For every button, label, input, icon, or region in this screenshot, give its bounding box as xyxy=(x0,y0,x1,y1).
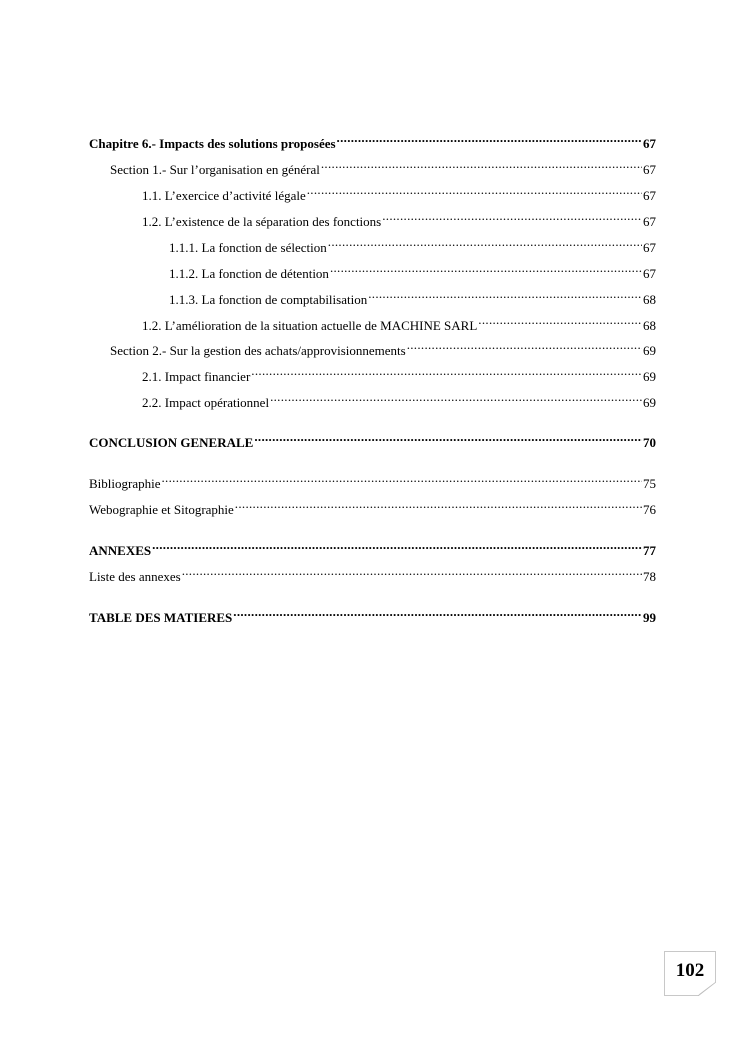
toc-entry-chapitre-6[interactable] xyxy=(89,128,656,151)
toc-entry-page: 99 xyxy=(643,610,656,625)
toc-entry-label: Webographie et Sitographie xyxy=(89,502,234,517)
toc-entry-label: 1.1.1. La fonction de sélection xyxy=(169,240,327,255)
toc-entry-label: 1.1. L’exercice d’activité légale xyxy=(142,188,306,203)
dot-leader xyxy=(254,427,642,447)
toc-entry-label: 1.2. L’amélioration de la situation actuelle de MACHINE SARL xyxy=(142,318,478,333)
dot-leader xyxy=(307,180,642,200)
toc-entry-1-2[interactable] xyxy=(142,206,656,229)
dot-leader xyxy=(330,258,642,278)
dot-leader xyxy=(407,335,642,355)
toc-entry-label: Liste des annexes xyxy=(89,569,181,584)
toc-entry-bibliographie[interactable] xyxy=(89,468,656,491)
toc-entry-1-1[interactable] xyxy=(142,180,656,203)
toc-entry-1-2-amelioration[interactable] xyxy=(142,310,656,333)
toc-entry-page: 78 xyxy=(643,569,656,584)
toc-entry-label: Section 1.- Sur l’organisation en général xyxy=(110,162,320,177)
toc-entry-label: Section 2.- Sur la gestion des achats/approvisionnements xyxy=(110,343,406,358)
toc-entry-page: 69 xyxy=(643,395,656,410)
dot-leader xyxy=(182,561,642,581)
toc-entry-page: 68 xyxy=(643,318,656,333)
page-curl-icon xyxy=(698,982,716,996)
toc-entry-2-2[interactable] xyxy=(142,387,656,410)
toc-entry-annexes[interactable] xyxy=(89,535,656,558)
toc-entry-page: 67 xyxy=(643,214,656,229)
dot-leader xyxy=(162,468,643,488)
toc-entry-table-matieres[interactable] xyxy=(89,602,656,625)
dot-leader xyxy=(152,535,642,555)
toc-entry-page: 67 xyxy=(643,136,656,151)
page-number: 102 xyxy=(675,960,705,981)
toc-entry-liste-annexes[interactable] xyxy=(89,561,656,584)
toc-entry-1-1-3[interactable] xyxy=(169,284,656,307)
toc-entry-1-1-2[interactable] xyxy=(169,258,656,281)
dot-leader xyxy=(478,310,642,330)
toc-entry-page: 70 xyxy=(643,435,656,450)
toc-entry-label: 1.1.3. La fonction de comptabilisation xyxy=(169,292,368,307)
toc-entry-page: 69 xyxy=(643,369,656,384)
toc-entry-label: TABLE DES MATIERES xyxy=(89,610,233,625)
toc-entry-conclusion[interactable] xyxy=(89,427,656,450)
toc-entry-page: 76 xyxy=(643,502,656,517)
dot-leader xyxy=(235,494,642,514)
toc-entry-label: CONCLUSION GENERALE xyxy=(89,435,254,450)
toc-entry-label: Chapitre 6.- Impacts des solutions proposées xyxy=(89,136,336,151)
dot-leader xyxy=(270,387,642,407)
toc-entry-1-1-1[interactable] xyxy=(169,232,656,255)
toc-entry-page: 75 xyxy=(643,476,656,491)
dot-leader xyxy=(328,232,642,252)
toc-entry-page: 67 xyxy=(643,162,656,177)
dot-leader xyxy=(233,602,642,622)
page-number-badge xyxy=(664,951,716,996)
dot-leader xyxy=(337,128,642,148)
toc-entry-page: 69 xyxy=(643,343,656,358)
toc-entry-label: 2.2. Impact opérationnel xyxy=(142,395,270,410)
toc-entry-page: 68 xyxy=(643,292,656,307)
toc-entry-section-1[interactable] xyxy=(110,154,656,177)
toc-entry-label: ANNEXES xyxy=(89,543,152,558)
toc-entry-page: 67 xyxy=(643,188,656,203)
dot-leader xyxy=(251,361,642,381)
toc-entry-label: Bibliographie xyxy=(89,476,161,491)
dot-leader xyxy=(321,154,642,174)
toc-entry-label: 1.1.2. La fonction de détention xyxy=(169,266,329,281)
toc-entry-webographie[interactable] xyxy=(89,494,656,517)
toc-entry-page: 77 xyxy=(643,543,656,558)
toc-entry-page: 67 xyxy=(643,240,656,255)
toc-entry-label: 1.2. L’existence de la séparation des fonctions xyxy=(142,214,382,229)
toc-entry-section-2[interactable] xyxy=(110,335,656,358)
toc-entry-2-1[interactable] xyxy=(142,361,656,384)
toc-entry-label: 2.1. Impact financier xyxy=(142,369,251,384)
toc-entry-page: 67 xyxy=(643,266,656,281)
dot-leader xyxy=(382,206,642,226)
dot-leader xyxy=(368,284,642,304)
